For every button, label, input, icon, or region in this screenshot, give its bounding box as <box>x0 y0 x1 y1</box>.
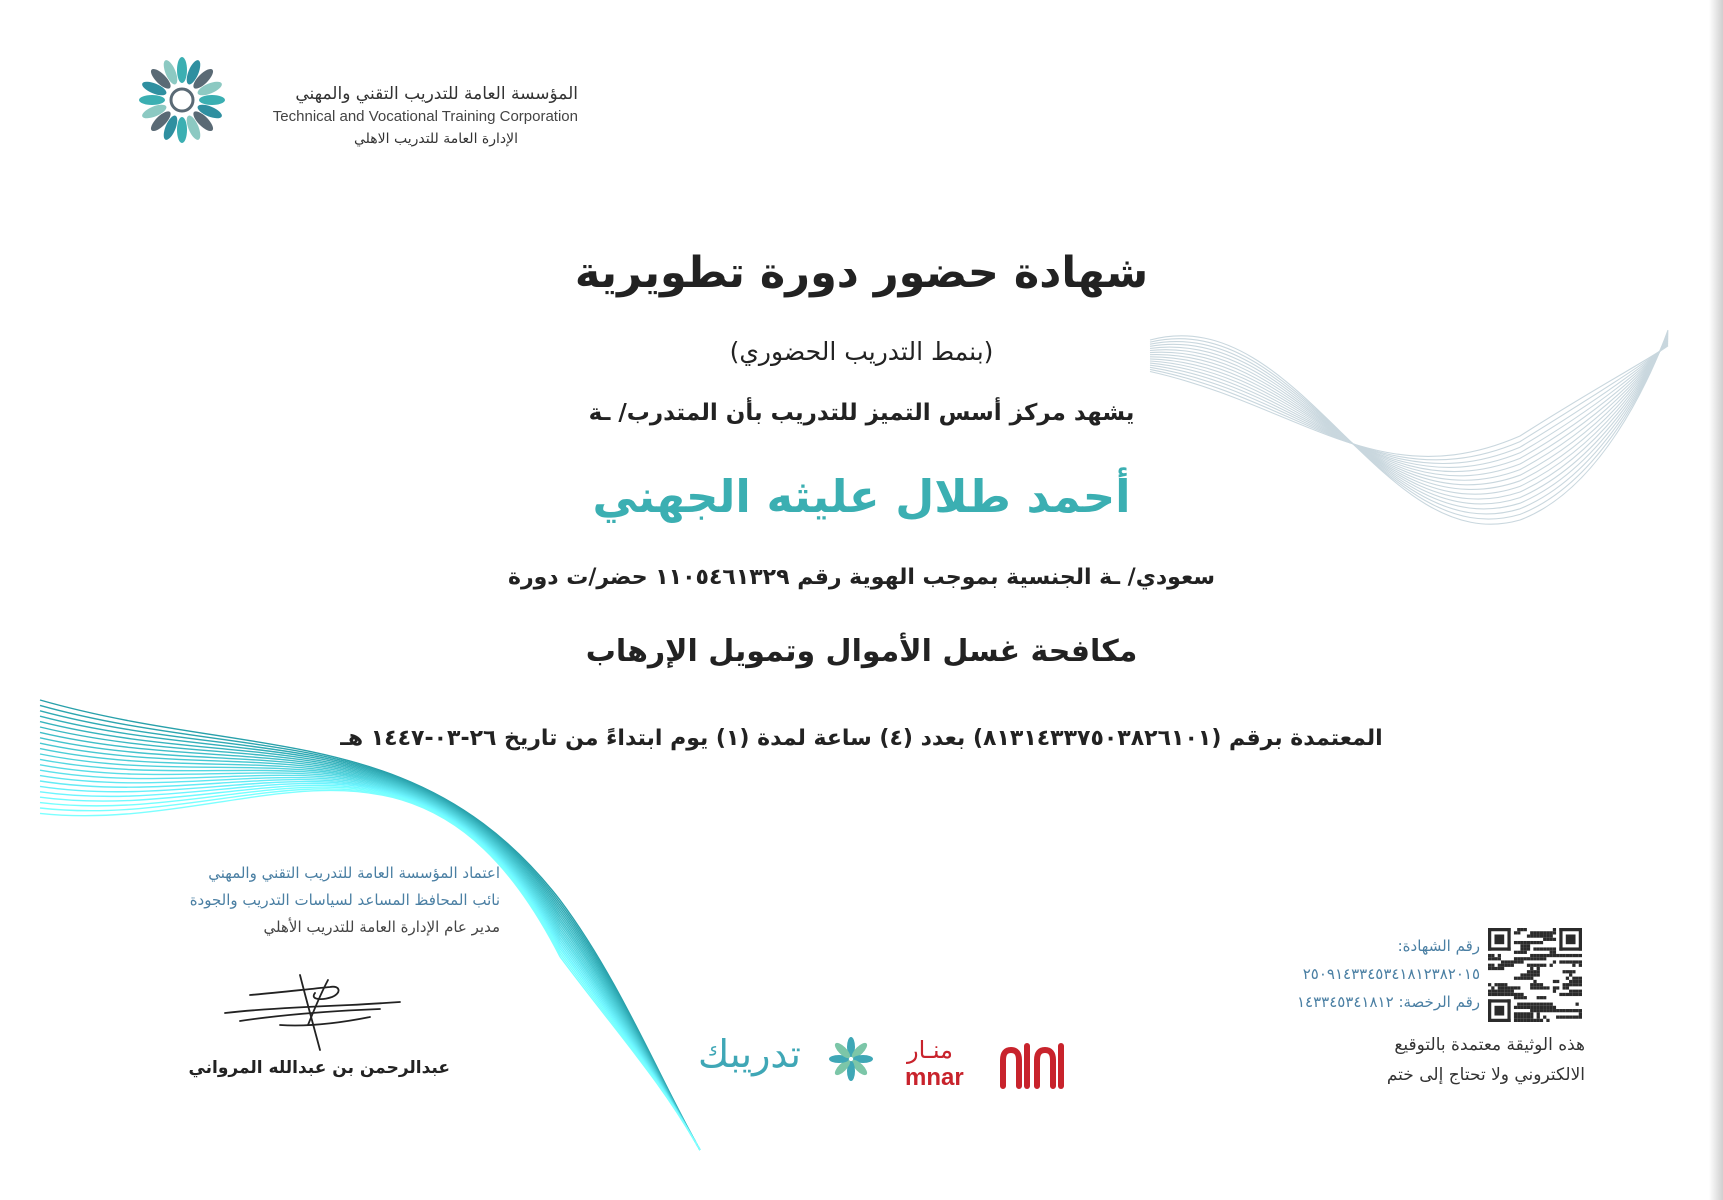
certificate-number-label: رقم الشهادة: <box>1397 937 1480 955</box>
handwritten-signature <box>220 965 410 1055</box>
note-line-2: الالكتروني ولا تحتاج إلى ختم <box>1386 1065 1585 1085</box>
signatory-line-3: مدير عام الإدارة العامة للتدريب الأهلي <box>263 918 500 936</box>
qr-code[interactable] <box>1488 928 1582 1022</box>
signatory-titles <box>130 860 500 941</box>
verification-info <box>1240 932 1480 1016</box>
logo-department: الإدارة العامة للتدريب الاهلي <box>353 131 518 147</box>
e-signature-note <box>1250 1030 1585 1090</box>
certifies-line: يشهد مركز أسس التميز للتدريب بأن المتدرب/ ـة <box>588 400 1135 426</box>
certificate-number: ٢٥٠٩١٤٣٣٤٥٣٤١٨١٢٣٨٢٠١٥ <box>1302 965 1480 983</box>
tadreeb-logo <box>698 1028 878 1088</box>
license-number: ١٤٣٣٤٥٣٤١٨١٢ <box>1296 993 1394 1011</box>
signatory-line-1: اعتماد المؤسسة العامة للتدريب التقني والمهني <box>208 864 500 882</box>
mnar-logo-arabic: منـار <box>907 1036 954 1064</box>
logo-english-name: Technical and Vocational Training Corporation <box>272 108 578 125</box>
mnar-mark-icon <box>997 1042 1069 1090</box>
tadreeb-logo-text: تدريبك <box>698 1032 801 1076</box>
certificate-title: شهادة حضور دورة تطويرية <box>574 248 1149 298</box>
nationality-line: سعودي/ ـة الجنسية بموجب الهوية رقم ١١٠٥٤٦١٣٢٩ حضر/ت دورة <box>507 565 1216 590</box>
page-edge-shadow <box>1709 0 1723 1200</box>
course-name: مكافحة غسل الأموال وتمويل الإرهاب <box>585 634 1138 669</box>
note-line-1: هذه الوثيقة معتمدة بالتوقيع <box>1394 1035 1585 1055</box>
tvtc-emblem-icon <box>132 48 232 158</box>
signatory-line-2: نائب المحافظ المساعد لسياسات التدريب والجودة <box>189 891 500 909</box>
mnar-logo <box>905 1036 1080 1096</box>
certificate-subtitle: (بنمط التدريب الحضوري) <box>729 337 994 366</box>
mnar-logo-english: mnar <box>905 1064 964 1091</box>
approval-line: المعتمدة برقم (٨١٣١٤٣٣٧٥٠٣٨٢٦١٠١) بعدد (٤) ساعة لمدة (١) يوم ابتداءً من تاريخ ٢٦-٠٣-١٤٤٧ هـ <box>340 726 1383 751</box>
trainee-name: أحمد طلال عليثه الجهني <box>592 470 1131 523</box>
tvtc-logo <box>132 48 578 158</box>
tadreeb-star-icon <box>828 1036 874 1082</box>
logo-arabic-name: المؤسسة العامة للتدريب التقني والمهني <box>295 84 578 104</box>
signatory-name: عبدالرحمن بن عبدالله المرواني <box>188 1058 450 1078</box>
license-number-label: رقم الرخصة: <box>1398 993 1480 1011</box>
